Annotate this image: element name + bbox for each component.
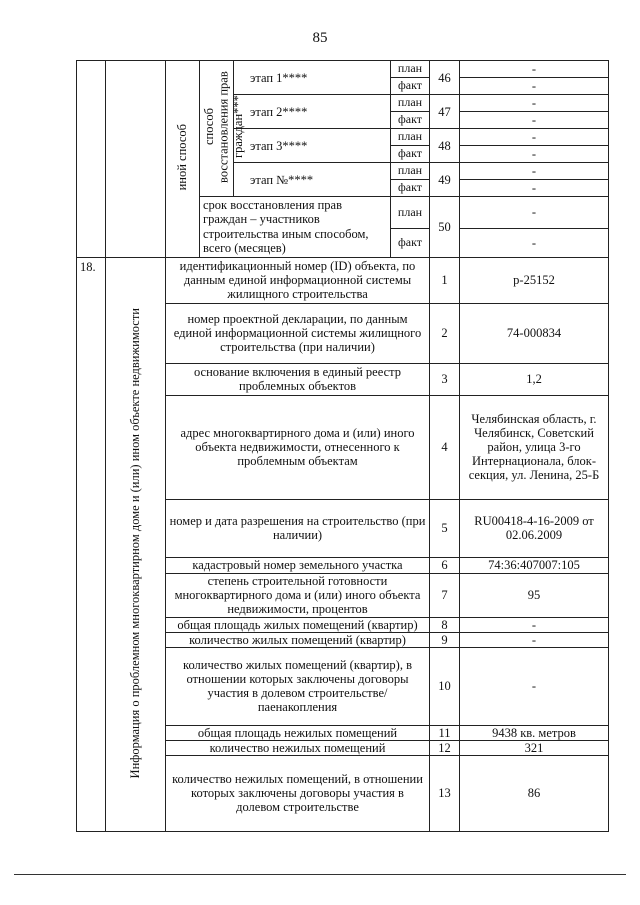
fact-label: факт <box>391 78 430 95</box>
field-number: 8 <box>430 617 460 632</box>
field-number: 5 <box>430 499 460 557</box>
field-label: основание включения в единый реестр проблемных объектов <box>166 363 430 395</box>
field-number: 11 <box>430 725 460 740</box>
empty-section-cell <box>77 61 106 258</box>
fact-label: факт <box>391 146 430 163</box>
page-number: 85 <box>312 30 328 46</box>
field-number: 13 <box>430 755 460 832</box>
row-number: 49 <box>430 163 460 197</box>
row-number: 50 <box>430 197 460 258</box>
field-number: 1 <box>430 257 460 303</box>
fact-value: - <box>460 228 609 257</box>
field-label: идентификационный номер (ID) объекта, по данным единой информационной системы жилищного строительства <box>166 257 430 303</box>
field-number: 4 <box>430 395 460 499</box>
stage-label: этап 1**** <box>234 61 391 95</box>
plan-label: план <box>391 95 430 112</box>
field-label: номер и дата разрешения на строительство (при наличии) <box>166 499 430 557</box>
other-method-label: иной способ <box>175 124 190 191</box>
row-number: 47 <box>430 95 460 129</box>
field-label: номер проектной декларации, по данным единой информационной системы жилищного строительства (при наличии) <box>166 303 430 363</box>
fact-label: факт <box>391 112 430 129</box>
field-number: 6 <box>430 557 460 573</box>
restoration-method-label: способ восстановления прав граждан*** <box>201 71 245 183</box>
empty-label-cell <box>106 61 166 258</box>
field-label: количество нежилых помещений <box>166 740 430 755</box>
other-method-cell <box>166 61 200 258</box>
document-table <box>76 60 609 832</box>
section-number: 18. <box>77 257 106 832</box>
fact-value: - <box>460 180 609 197</box>
plan-label: план <box>391 61 430 78</box>
field-value: 321 <box>460 740 609 755</box>
plan-value: - <box>460 95 609 112</box>
stage-label: этап 3**** <box>234 129 391 163</box>
object-info-cell <box>106 257 166 832</box>
field-number: 7 <box>430 573 460 617</box>
field-value: RU00418-4-16-2009 от 02.06.2009 <box>460 499 609 557</box>
fact-label: факт <box>391 228 430 257</box>
row-number: 46 <box>430 61 460 95</box>
field-value: 9438 кв. метров <box>460 725 609 740</box>
plan-value: - <box>460 197 609 229</box>
plan-value: - <box>460 129 609 146</box>
object-info-label: Информация о проблемном многоквартирном доме и (или) ином объекте недвижимости <box>128 307 143 778</box>
field-number: 12 <box>430 740 460 755</box>
field-value: - <box>460 632 609 647</box>
fact-value: - <box>460 112 609 129</box>
field-value: р-25152 <box>460 257 609 303</box>
field-value: 74:36:407007:105 <box>460 557 609 573</box>
field-label: общая площадь жилых помещений (квартир) <box>166 617 430 632</box>
plan-label: план <box>391 129 430 146</box>
plan-label: план <box>391 163 430 180</box>
plan-label: план <box>391 197 430 229</box>
field-value: - <box>460 647 609 725</box>
field-value: 86 <box>460 755 609 832</box>
plan-value: - <box>460 61 609 78</box>
row-number: 48 <box>430 129 460 163</box>
stage-label: этап №**** <box>234 163 391 197</box>
field-value: 1,2 <box>460 363 609 395</box>
restoration-term-label: срок восстановления прав граждан – участников строительства иным способом, всего (месяцев) <box>200 197 391 258</box>
field-value: 95 <box>460 573 609 617</box>
fact-value: - <box>460 146 609 163</box>
field-number: 9 <box>430 632 460 647</box>
field-label: количество нежилых помещений, в отношении которых заключены договоры участия в долевом строительстве <box>166 755 430 832</box>
restoration-method-cell <box>200 61 245 197</box>
field-value: Челябинская область, г. Челябинск, Советский район, улица 3-го Интернационала, блок-секция, ул. Ленина, 25-Б <box>460 395 609 499</box>
field-label: степень строительной готовности многоквартирного дома и (или) иного объекта недвижимости, процентов <box>166 573 430 617</box>
field-label: кадастровый номер земельного участка <box>166 557 430 573</box>
field-label: количество жилых помещений (квартир), в отношении которых заключены договоры участия в долевом строительстве/паенакопления <box>166 647 430 725</box>
field-value: 74-000834 <box>460 303 609 363</box>
field-number: 3 <box>430 363 460 395</box>
fact-value: - <box>460 78 609 95</box>
stage-label: этап 2**** <box>234 95 391 129</box>
field-number: 10 <box>430 647 460 725</box>
field-number: 2 <box>430 303 460 363</box>
field-label: общая площадь нежилых помещений <box>166 725 430 740</box>
fact-label: факт <box>391 180 430 197</box>
field-label: адрес многоквартирного дома и (или) иного объекта недвижимости, отнесенного к проблемным объектам <box>166 395 430 499</box>
field-value: - <box>460 617 609 632</box>
footer-divider <box>14 874 626 875</box>
field-label: количество жилых помещений (квартир) <box>166 632 430 647</box>
plan-value: - <box>460 163 609 180</box>
